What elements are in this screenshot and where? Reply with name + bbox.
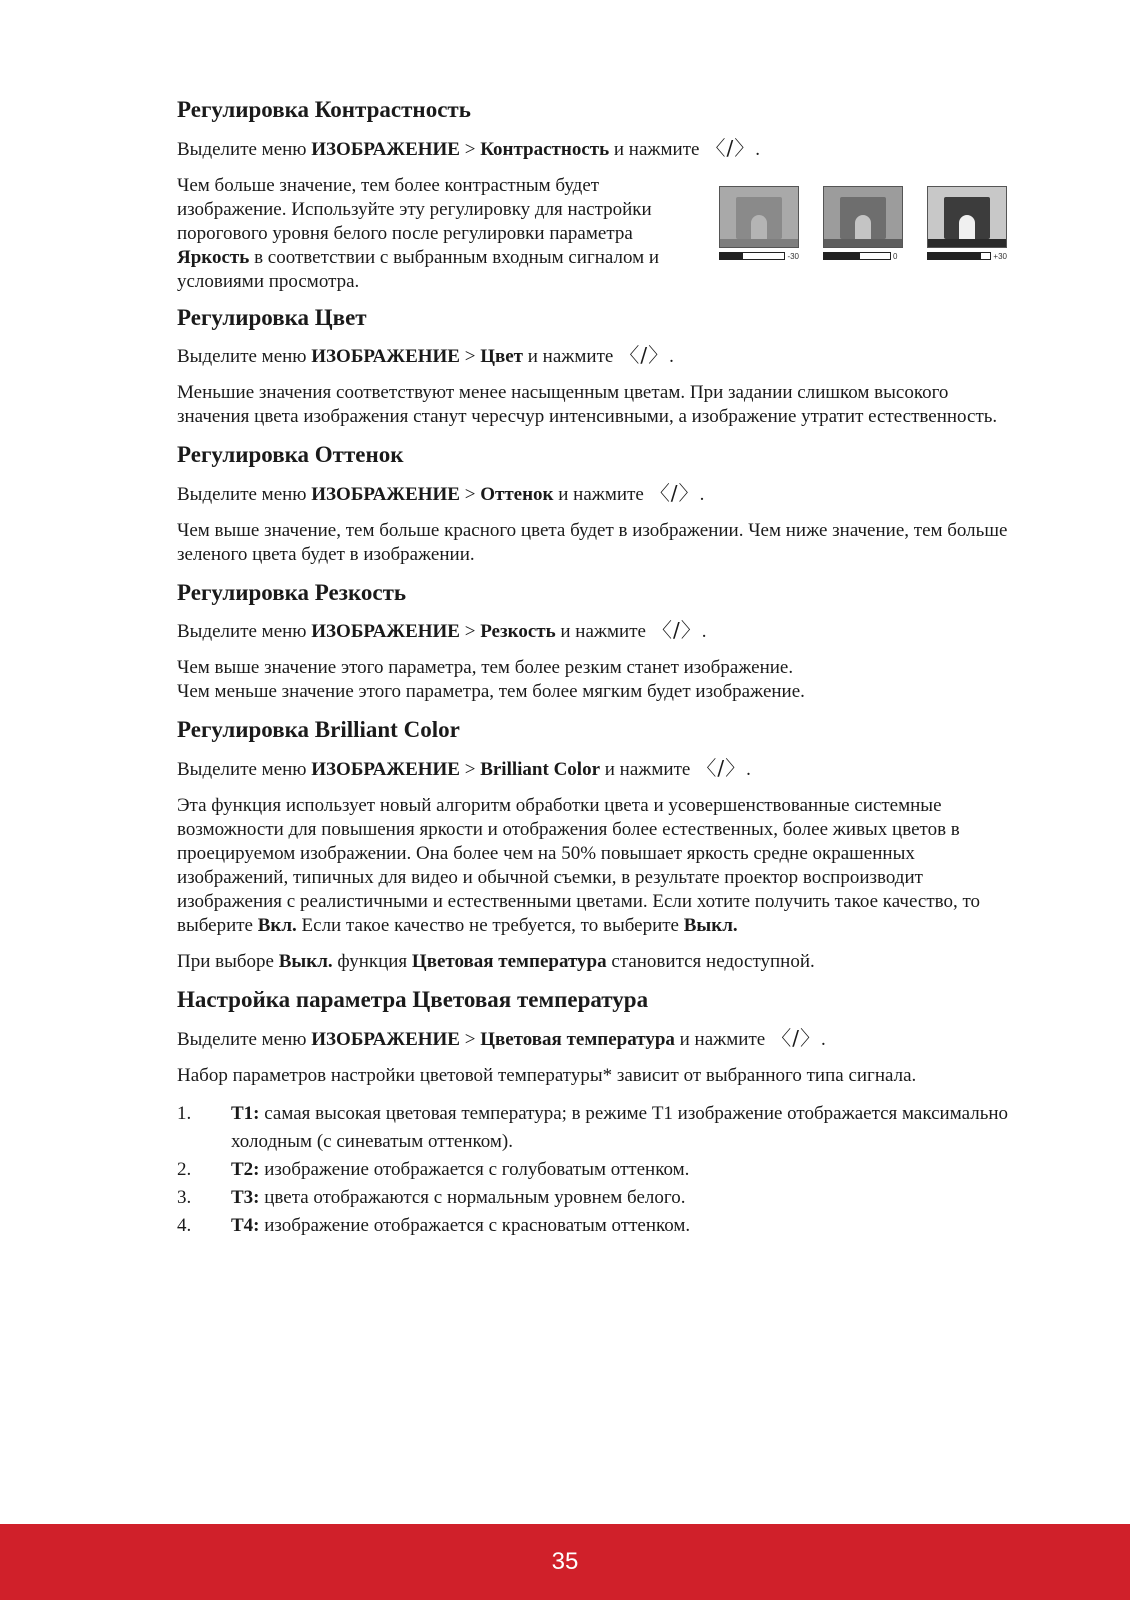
contrast-level-bar: [719, 252, 785, 260]
nav-instruction-tint: Выделите меню ИЗОБРАЖЕНИЕ > Оттенок и нажмите 〈/〉.: [177, 480, 705, 505]
contrast-level-label: +30: [993, 251, 1007, 261]
contrast-example-images: [719, 186, 1007, 261]
nav-instruction-contrast: Выделите меню ИЗОБРАЖЕНИЕ > Контрастность и нажмите 〈/〉.: [177, 135, 760, 160]
brilliant-color-description: Эта функция использует новый алгоритм обработки цвета и усовершенствованные системные возможности для повышения яркости и отображения более естественных, более живых цветов в проецируемом изображении. Она более чем на 50% повышает яркость средне окрашенных изображений, типичных для видео и обычной съемки, в результате проектор воспроизводит изображения с реалистичными и естественными цветами. Если хотите получить такое качество, то выберите Вкл. Если такое качество не требуется, то выберите Выкл.: [177, 794, 981, 936]
page-content: [177, 96, 1017, 1240]
section-title-contrast: Регулировка Контрастность: [177, 97, 471, 122]
left-right-arrows-icon: 〈/〉: [696, 755, 747, 780]
section-title-color: Регулировка Цвет: [177, 304, 367, 330]
list-item: 1. T1: самая высокая цветовая температура; в режиме T1 изображение отображается максимально холодным (с синеватым оттенком).: [177, 1102, 1009, 1152]
contrast-thumb-high: [927, 186, 1007, 261]
nav-instruction-color: Выделите меню ИЗОБРАЖЕНИЕ > Цвет и нажмите 〈/〉.: [177, 343, 674, 368]
left-right-arrows-icon: 〈/〉: [651, 618, 702, 643]
section-title-tint: Регулировка Оттенок: [177, 442, 404, 468]
contrast-thumb-low: [719, 186, 799, 261]
contrast-level-label: -30: [787, 251, 799, 261]
brilliant-color-note: При выборе Выкл. функция Цветовая температура становится недоступной.: [177, 950, 815, 972]
sharpness-description: Чем выше значение этого параметра, тем более резким станет изображение. Чем меньше значение этого параметра, тем более мягким будет изображение.: [177, 657, 805, 703]
arch-image: [927, 186, 1007, 248]
left-right-arrows-icon: 〈/〉: [619, 343, 670, 368]
nav-instruction-sharpness: Выделите меню ИЗОБРАЖЕНИЕ > Резкость и нажмите 〈/〉.: [177, 618, 707, 643]
nav-instruction-brilliant-color: Выделите меню ИЗОБРАЖЕНИЕ > Brilliant Color и нажмите 〈/〉.: [177, 755, 751, 780]
arch-image: [823, 186, 903, 248]
arch-image: [719, 186, 799, 248]
contrast-level-label: 0: [893, 251, 898, 261]
contrast-description-block: [177, 174, 1017, 294]
page-number: 35: [551, 1548, 579, 1575]
contrast-level-bar: [823, 252, 891, 260]
color-temperature-list: [177, 1100, 1017, 1240]
contrast-level-bar: [927, 252, 991, 260]
left-right-arrows-icon: 〈/〉: [705, 135, 756, 160]
list-item: 4. T4: изображение отображается с красноватым оттенком.: [177, 1214, 691, 1236]
color-description: Меньшие значения соответствуют менее насыщенным цветам. При задании слишком высокого значения цвета изображения станут чересчур интенсивными, а изображение утратит естественность.: [177, 382, 998, 428]
page-footer: [0, 1524, 1130, 1600]
section-title-brilliant-color: Регулировка Brilliant Color: [177, 717, 460, 743]
section-title-color-temperature: Настройка параметра Цветовая температура: [177, 986, 649, 1012]
nav-instruction-color-temperature: Выделите меню ИЗОБРАЖЕНИЕ > Цветовая температура и нажмите 〈/〉.: [177, 1025, 826, 1050]
list-item: 2. T2: изображение отображается с голубоватым оттенком.: [177, 1158, 690, 1180]
list-item: 3. T3: цвета отображаются с нормальным уровнем белого.: [177, 1186, 686, 1208]
tint-description: Чем выше значение, тем больше красного цвета будет в изображении. Чем ниже значение, тем больше зеленого цвета будет в изображении.: [177, 519, 1008, 565]
left-right-arrows-icon: 〈/〉: [649, 480, 700, 505]
contrast-description: Чем больше значение, тем более контрастным будет изображение. Используйте эту регулировку для настройки порогового уровня белого после регулировки параметра Яркость в соответствии с выбранным входным сигналом и условиями просмотра.: [177, 174, 660, 292]
left-right-arrows-icon: 〈/〉: [771, 1025, 821, 1050]
color-temperature-description: Набор параметров настройки цветовой температуры* зависит от выбранного типа сигнала.: [177, 1064, 917, 1086]
section-title-sharpness: Регулировка Резкость: [177, 579, 407, 605]
contrast-thumb-mid: [823, 186, 903, 261]
